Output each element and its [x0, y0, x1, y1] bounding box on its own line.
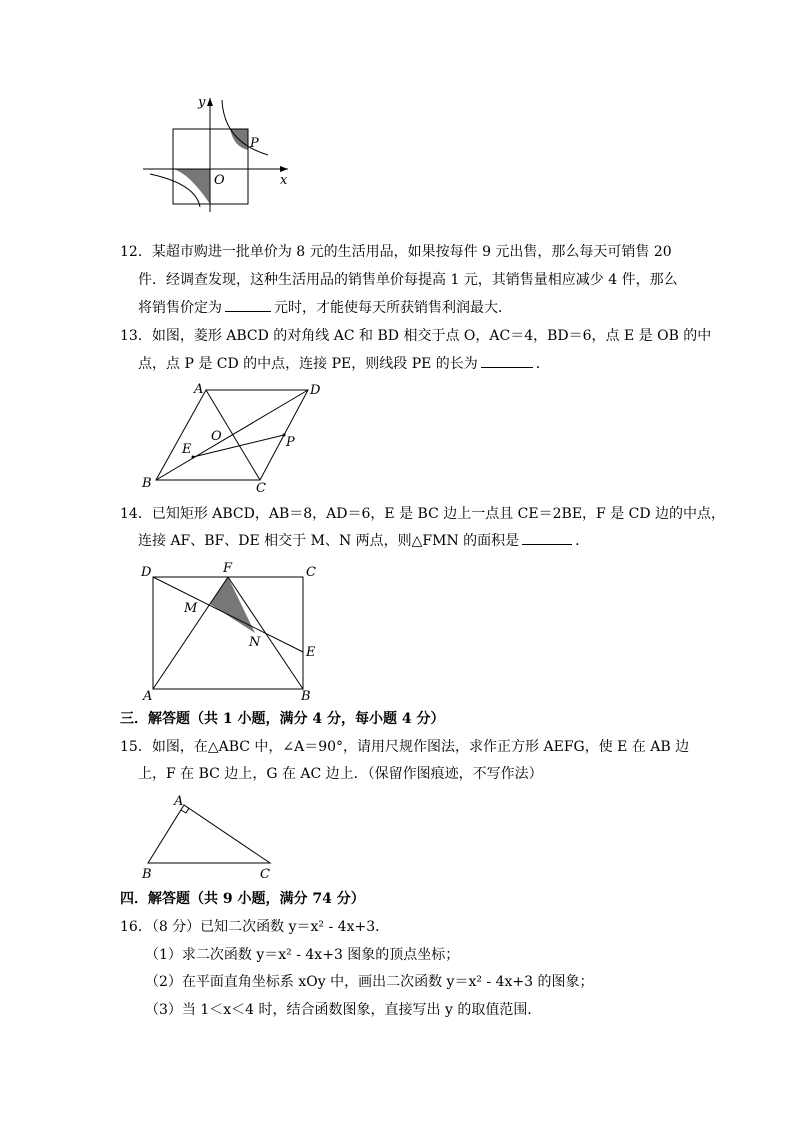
q16-part1: （1）求二次函数 y＝x² - 4x+3 图象的顶点坐标；	[145, 947, 460, 963]
shaded-region-bottom-left	[173, 169, 210, 204]
q12-line3	[138, 298, 512, 318]
label-d: D	[141, 565, 152, 580]
q12-line2: 件．经调查发现，这种生活用品的销售单价每提高 1 元，其销售量相应减少 4 件，那么	[138, 272, 678, 288]
segment-af	[153, 577, 228, 689]
label-d: D	[310, 383, 321, 398]
point-e	[192, 456, 195, 459]
label-y: y	[198, 95, 206, 110]
figure-rhombus	[138, 380, 338, 495]
q14-line2	[138, 531, 589, 551]
triangle-abc	[148, 805, 270, 863]
q13-line2-start: 点，点 P 是 CD 的中点，连接 PE，则线段 PE 的长为	[138, 356, 478, 372]
label-b: B	[142, 476, 152, 491]
label-b: B	[142, 867, 152, 882]
label-n: N	[249, 635, 261, 650]
figure-rectangle	[138, 558, 328, 703]
y-axis-arrow-icon	[207, 98, 213, 106]
label-o: O	[214, 173, 225, 188]
label-c: C	[260, 867, 270, 882]
figure-hyperbola-square	[138, 92, 298, 212]
q16-part3: （3）当 1＜x＜4 时，结合函数图象，直接写出 y 的取值范围．	[145, 1002, 542, 1018]
answer-blank-12[interactable]	[225, 310, 271, 312]
q12-line1: 12．某超市购进一批单价为 8 元的生活用品，如果按每件 9 元出售，那么每天可销售 20	[120, 244, 672, 260]
section-3-heading: 三．解答题（共 1 小题，满分 4 分，每小题 4 分）	[120, 711, 445, 727]
q12-line3-end: 元时，才能使每天所获销售利润最大．	[274, 300, 512, 316]
segment-pe	[193, 435, 284, 457]
q16-line1: 16．（8 分）已知二次函数 y＝x² - 4x+3．	[120, 919, 390, 935]
q14-line1: 14．已知矩形 ABCD，AB＝8，AD＝6，E 是 BC 边上一点且 CE＝2BE，F 是 CD 边的中点，	[120, 506, 726, 522]
label-b: B	[301, 689, 311, 703]
answer-blank-14[interactable]	[522, 543, 572, 545]
label-x: x	[280, 173, 288, 188]
figure-right-triangle	[138, 792, 283, 882]
label-f: F	[223, 561, 233, 576]
answer-blank-13[interactable]	[481, 366, 533, 368]
label-c: C	[306, 565, 316, 580]
label-a: A	[194, 382, 204, 397]
q13-line2-end: ．	[535, 356, 550, 372]
section-4-heading: 四．解答题（共 9 小题，满分 74 分）	[120, 891, 365, 907]
label-p: P	[250, 136, 259, 151]
label-c: C	[256, 481, 266, 495]
q14-line2-end: ．	[575, 533, 590, 549]
q13-line2	[138, 354, 550, 374]
label-m: M	[184, 601, 198, 616]
label-a: A	[143, 689, 153, 703]
x-axis-arrow-icon	[280, 166, 288, 172]
q15-line2: 上，F 在 BC 边上，G 在 AC 边上．（保留作图痕迹，不写作法）	[138, 766, 543, 782]
label-e: E	[306, 645, 316, 660]
q15-line1: 15．如图，在△ABC 中，∠A＝90°，请用尺规作图法，求作正方形 AEFG，使 E 在 AB 边	[120, 739, 690, 755]
q16-part2: （2）在平面直角坐标系 xOy 中，画出二次函数 y＝x² - 4x+3 的图象；	[145, 974, 594, 990]
label-e: E	[182, 442, 192, 457]
label-o: O	[211, 429, 222, 444]
q14-line2-start: 连接 AF、BF、DE 相交于 M、N 两点，则△FMN 的面积是	[138, 533, 520, 549]
label-p: P	[286, 435, 295, 450]
label-a: A	[174, 794, 184, 809]
q12-line3-start: 将销售价定为	[138, 300, 222, 316]
q13-line1: 13．如图，菱形 ABCD 的对角线 AC 和 BD 相交于点 O，AC＝4，BD＝6，点 E 是 OB 的中	[120, 328, 712, 344]
